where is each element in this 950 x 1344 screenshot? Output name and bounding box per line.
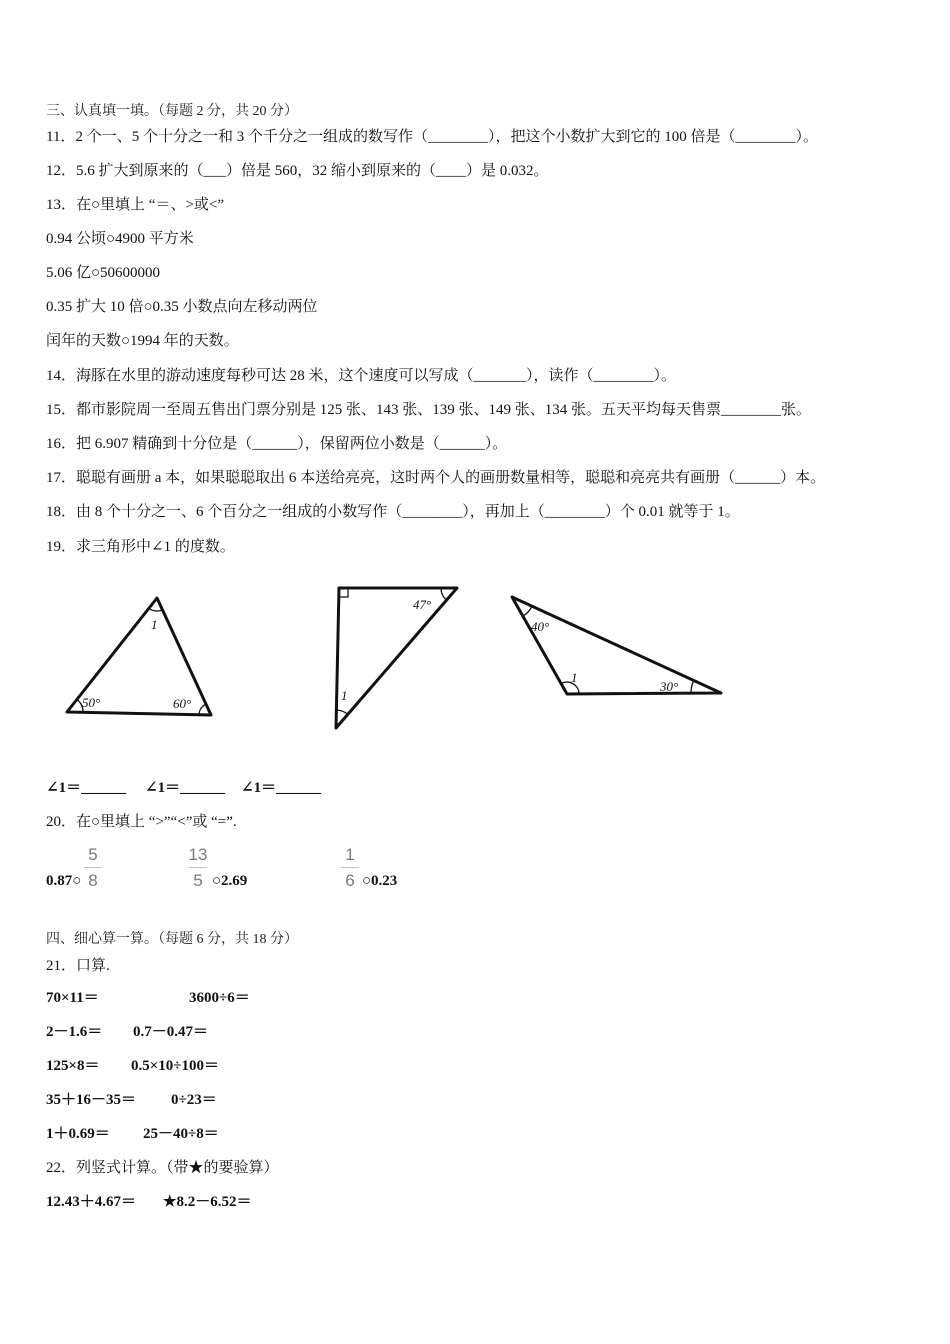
angle-arc: [199, 704, 206, 715]
mental-math-item: 1＋0.69＝: [46, 1126, 110, 1142]
section4-heading: 四、细心算一算。（每题 6 分，共 18 分）: [46, 932, 298, 947]
mental-math-item: 125×8＝: [46, 1058, 100, 1074]
angle-label-50: 50°: [82, 695, 101, 710]
mental-math-item: 0÷23＝: [171, 1092, 217, 1108]
question-12: 12．5.6 扩大到原来的（___）倍是 560，32 缩小到原来的（____）是 0.032。: [46, 163, 549, 179]
section3-heading: 三、认真填一填。（每题 2 分，共 20 分）: [46, 104, 298, 119]
question-13-item: 0.35 扩大 10 倍○0.35 小数点向左移动两位: [46, 299, 318, 315]
angle-label-30: 30°: [660, 679, 679, 694]
angle-label-40: 40°: [531, 619, 550, 634]
q20-right-value: ○0.23: [362, 873, 398, 889]
angle-label-1: 1: [571, 670, 578, 685]
fraction-bar: [84, 867, 102, 868]
question-21-prompt: 21．口算.: [46, 958, 110, 974]
question-22-prompt: 22．列竖式计算。（带★的要验算）: [46, 1160, 279, 1176]
triangle-figures: [40, 570, 740, 750]
angle-label-47: 47°: [413, 597, 432, 612]
triangle-2: [336, 588, 457, 728]
mental-math-item: 3600÷6＝: [189, 990, 250, 1006]
vertical-calc-item-with-check: ★8.2－6.52＝: [163, 1194, 252, 1210]
q20-left-value: 0.87○: [46, 873, 82, 889]
question-13-item: 0.94 公顷○4900 平方米: [46, 231, 194, 247]
question-14: 14．海豚在水里的游动速度每秒可达 28 米，这个速度可以写成（_______），读作（________）。: [46, 368, 677, 384]
fraction-denominator: 8: [88, 871, 98, 890]
q19-answer-blank: ∠1＝______: [46, 780, 127, 796]
question-20-prompt: 20．在○里填上 “>”“<”或 “=”.: [46, 814, 237, 830]
fraction-1-6: [338, 845, 362, 891]
angle-label-1: 1: [341, 688, 348, 703]
angle-arc: [441, 588, 447, 600]
fraction-bar: [341, 867, 359, 868]
mental-math-item: 70×11＝: [46, 990, 99, 1006]
fraction-13-5: [186, 845, 210, 891]
q20-right-value: ○2.69: [212, 873, 248, 889]
triangle-2-outline: [336, 588, 457, 728]
angle-label-60: 60°: [173, 696, 192, 711]
triangle-3-outline: [512, 597, 721, 694]
fraction-5-8: [81, 845, 105, 891]
q19-answer-blank: ∠1＝______: [241, 780, 322, 796]
angle-arc: [691, 681, 694, 694]
fraction-denominator: 5: [193, 871, 203, 890]
angle-arc: [336, 710, 347, 714]
mental-math-item: 0.7－0.47＝: [133, 1024, 209, 1040]
mental-math-item: 25－40÷8＝: [143, 1126, 219, 1142]
right-angle-mark: [340, 589, 348, 597]
question-13-item: 5.06 亿○50600000: [46, 265, 161, 281]
question-11: 11．2 个一、5 个十分之一和 3 个千分之一组成的数写作（________），把这个小数扩大到它的 100 倍是（________）。: [46, 129, 818, 145]
question-17: 17．聪聪有画册 a 本，如果聪聪取出 6 本送给亮亮，这时两个人的画册数量相等，聪聪和亮亮共有画册（______）本。: [46, 470, 826, 486]
angle-arc: [523, 606, 532, 616]
triangle-1: [67, 598, 211, 715]
fraction-numerator: 13: [188, 845, 208, 864]
mental-math-item: 35＋16－35＝: [46, 1092, 137, 1108]
q19-answer-blank: ∠1＝______: [145, 780, 226, 796]
fraction-bar: [189, 867, 207, 868]
mental-math-item: 0.5×10÷100＝: [131, 1058, 220, 1074]
question-13-item: 闰年的天数○1994 年的天数。: [46, 333, 239, 349]
question-13-prompt: 13．在○里填上 “＝、>或<”: [46, 197, 225, 213]
question-15: 15．都市影院周一至周五售出门票分别是 125 张、143 张、139 张、149 张、134 张。五天平均每天售票________张。: [46, 402, 812, 418]
vertical-calc-item: 12.43＋4.67＝: [46, 1194, 137, 1210]
fraction-denominator: 6: [345, 871, 355, 890]
mental-math-item: 2－1.6＝: [46, 1024, 103, 1040]
fraction-numerator: 1: [345, 845, 355, 864]
question-18: 18．由 8 个十分之一、6 个百分之一组成的小数写作（________），再加上（________）个 0.01 就等于 1。: [46, 504, 740, 520]
question-19-prompt: 19．求三角形中∠1 的度数。: [46, 539, 235, 555]
question-16: 16．把 6.907 精确到十分位是（______），保留两位小数是（______）。: [46, 436, 508, 452]
triangle-3: [512, 597, 721, 694]
fraction-numerator: 5: [88, 845, 98, 864]
angle-label-1: 1: [151, 617, 158, 632]
